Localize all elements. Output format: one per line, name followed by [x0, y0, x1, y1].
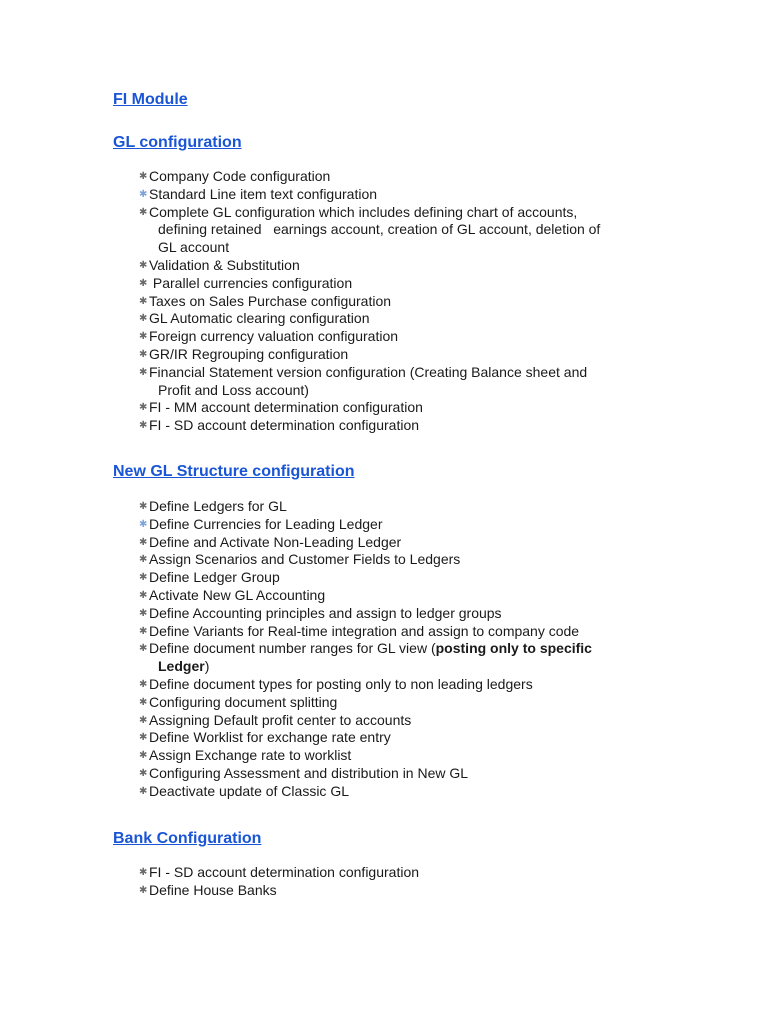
list-item: ✱ FI - SD account determination configuration: [139, 417, 420, 434]
heading-fi-module[interactable]: FI Module: [113, 91, 188, 108]
bullet-icon: ✱: [139, 767, 148, 779]
bullet-icon: ✱: [139, 188, 148, 200]
bullet-icon: ✱: [139, 313, 148, 325]
new-gl-structure-list: [139, 498, 739, 801]
bullet-icon: ✱: [139, 295, 148, 307]
bullet-icon: ✱: [139, 572, 148, 584]
bullet-icon: ✱: [139, 536, 148, 548]
list-item: ✱ Define Ledger Group: [139, 569, 280, 586]
bullet-icon: ✱: [139, 785, 148, 797]
list-item: ✱ Define Ledgers for GL: [139, 498, 287, 514]
bullet-icon: ✱: [139, 607, 148, 619]
bullet-icon: ✱: [139, 750, 148, 762]
bullet-icon: ✱: [139, 732, 148, 744]
list-item: ✱ Parallel currencies configuration: [139, 274, 353, 291]
list-item: ✱ Define House Banks: [139, 881, 277, 898]
list-item: ✱ Assign Scenarios and Customer Fields to Ledgers: [139, 551, 461, 568]
heading-gl-configuration[interactable]: GL configuration: [113, 134, 242, 151]
bullet-icon: ✱: [139, 867, 148, 878]
heading-new-gl-structure-configuration[interactable]: New GL Structure configuration: [113, 463, 355, 480]
list-item: ✱ Taxes on Sales Purchase configuration: [139, 292, 392, 309]
list-item: ✱ Standard Line item text configuration: [139, 185, 378, 202]
bullet-icon: ✱: [139, 348, 148, 360]
bullet-icon: ✱: [139, 714, 148, 726]
list-item: ✱ Define Accounting principles and assign to ledger groups: [139, 604, 502, 621]
bullet-icon: ✱: [139, 696, 148, 708]
bank-configuration-list: [139, 864, 739, 900]
bullet-icon: ✱: [139, 259, 148, 271]
gl-configuration-list: [139, 168, 739, 435]
list-item: ✱ Define Currencies for Leading Ledger: [139, 515, 383, 532]
list-item: ✱ Configuring Assessment and distribution in New GL: [139, 764, 469, 781]
list-item: ✱ Complete GL configuration which includes defining chart of accounts, defining retained earnings account, creation of GL account, deletion of GL account: [139, 203, 601, 256]
list-item: ✱ Validation & Substitution: [139, 256, 300, 273]
list-item: ✱ Define document types for posting only to non leading ledgers: [139, 675, 533, 692]
bullet-icon: ✱: [139, 171, 148, 182]
bullet-icon: ✱: [139, 402, 148, 414]
list-item: ✱ Configuring document splitting: [139, 693, 338, 710]
list-item: ✱ GR/IR Regrouping configuration: [139, 345, 349, 362]
list-item: ✱ Deactivate update of Classic GL: [139, 782, 349, 799]
bullet-icon: ✱: [139, 501, 148, 512]
list-item: ✱ FI - SD account determination configuration: [139, 864, 420, 880]
list-item: ✱ Financial Statement version configuration (Creating Balance sheet and Profit and Loss account): [139, 363, 588, 398]
bullet-icon: ✱: [139, 420, 148, 432]
bullet-icon: ✱: [139, 331, 148, 343]
list-item: ✱ Activate New GL Accounting: [139, 586, 326, 603]
list-item: ✱ Company Code configuration: [139, 168, 331, 184]
bullet-icon: ✱: [139, 206, 148, 218]
list-item: ✱ GL Automatic clearing configuration: [139, 310, 370, 327]
bullet-icon: ✱: [139, 277, 148, 289]
list-item: ✱ FI - MM account determination configuration: [139, 399, 423, 416]
bullet-icon: ✱: [139, 366, 148, 378]
list-item: ✱ Define document number ranges for GL view (posting only to specific Ledger): [139, 640, 592, 675]
bullet-icon: ✱: [139, 518, 148, 530]
bullet-icon: ✱: [139, 589, 148, 601]
list-item: ✱ Assigning Default profit center to accounts: [139, 711, 412, 728]
bullet-icon: ✱: [139, 643, 148, 655]
bullet-icon: ✱: [139, 678, 148, 690]
list-item: ✱ Define Worklist for exchange rate entry: [139, 729, 391, 746]
bullet-icon: ✱: [139, 625, 148, 637]
list-item: ✱ Define and Activate Non-Leading Ledger: [139, 533, 402, 550]
list-item: ✱ Define Variants for Real-time integration and assign to company code: [139, 622, 580, 639]
list-item: ✱ Foreign currency valuation configuration: [139, 328, 399, 345]
list-item: ✱ Assign Exchange rate to worklist: [139, 747, 352, 764]
bullet-icon: ✱: [139, 554, 148, 566]
heading-bank-configuration[interactable]: Bank Configuration: [113, 830, 262, 847]
bullet-icon: ✱: [139, 884, 148, 896]
